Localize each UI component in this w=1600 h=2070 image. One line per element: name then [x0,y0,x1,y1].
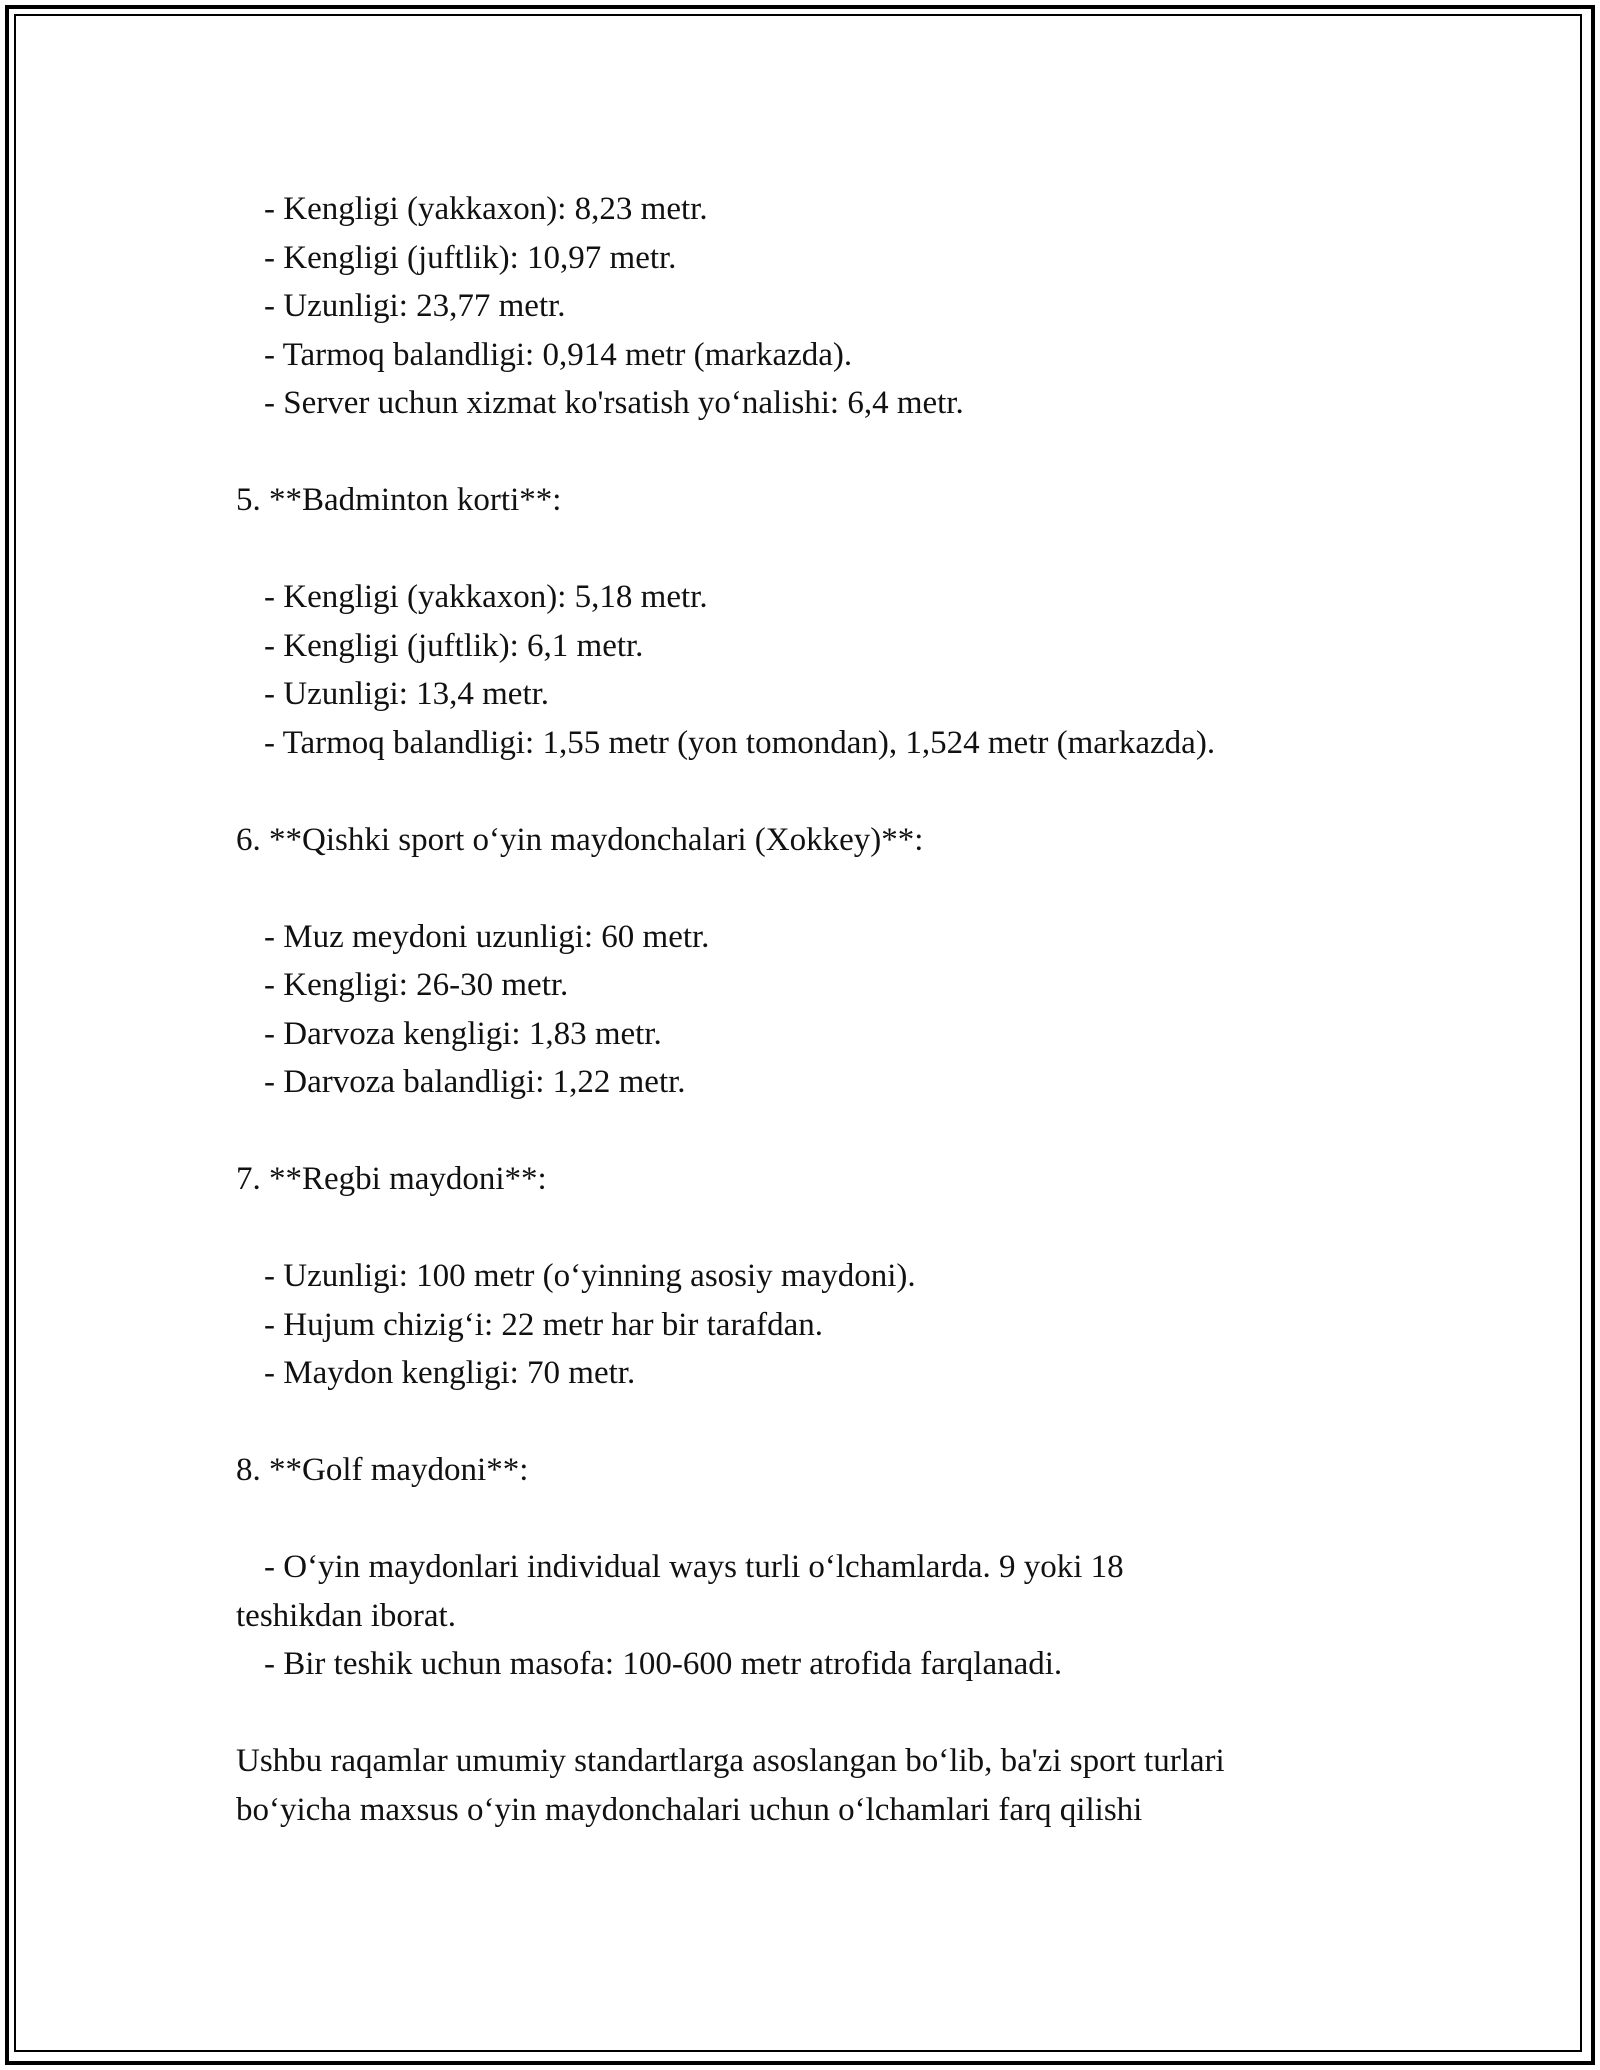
list-item: - Server uchun xizmat ko'rsatish yo‘nalishi: 6,4 metr. [264,385,964,421]
list-item: - Kengligi (juftlik): 10,97 metr. [264,239,677,276]
list-item: - Hujum chizig‘i: 22 metr har bir tarafdan. [264,1306,823,1343]
list-item: - Uzunligi: 23,77 metr. [264,288,566,324]
list-item: - Tarmoq balandligi: 1,55 metr (yon tomondan), 1,524 metr (markazda). [264,724,1216,761]
section-heading-badminton: 5. **Badminton korti**: [236,482,562,518]
document-body [236,185,1376,1834]
section-heading-rugby: 7. **Regbi maydoni**: [236,1161,547,1197]
list-item: - O‘yin maydonlari individual ways turli o‘lchamlarda. 9 yoki 18 [264,1549,1124,1585]
list-item: - Kengligi (yakkaxon): 5,18 metr. [264,579,708,615]
list-item: - Uzunligi: 100 metr (o‘yinning asosiy maydoni). [264,1258,916,1294]
closing-line: bo‘yicha maxsus o‘yin maydonchalari uchun o‘lchamlari farq qilishi [236,1791,1143,1828]
section-heading-golf: 8. **Golf maydoni**: [236,1452,529,1488]
list-item: - Maydon kengligi: 70 metr. [264,1355,636,1391]
badminton-list [236,573,1376,767]
closing-paragraph [236,1737,1376,1834]
list-item: - Kengligi (yakkaxon): 8,23 metr. [264,191,708,227]
list-item: - Muz meydoni uzunligi: 60 metr. [264,918,710,955]
list-item: - Kengligi: 26-30 metr. [264,967,569,1003]
rugby-list [236,1252,1376,1398]
list-item: - Tarmoq balandligi: 0,914 metr (markazda). [264,336,853,373]
section-heading-hockey: 6. **Qishki sport o‘yin maydonchalari (Xokkey)**: [236,821,924,858]
golf-list [236,1543,1376,1689]
list-item: - Uzunligi: 13,4 metr. [264,676,550,712]
list-item-continuation: teshikdan iborat. [236,1597,456,1634]
tennis-list [236,185,1376,428]
list-item: - Darvoza kengligi: 1,83 metr. [264,1015,662,1052]
hockey-list [236,913,1376,1107]
list-item: - Kengligi (juftlik): 6,1 metr. [264,627,644,664]
list-item: - Bir teshik uchun masofa: 100-600 metr atrofida farqlanadi. [264,1646,1063,1682]
closing-line: Ushbu raqamlar umumiy standartlarga asoslangan bo‘lib, ba'zi sport turlari [236,1743,1225,1779]
list-item: - Darvoza balandligi: 1,22 metr. [264,1064,686,1100]
